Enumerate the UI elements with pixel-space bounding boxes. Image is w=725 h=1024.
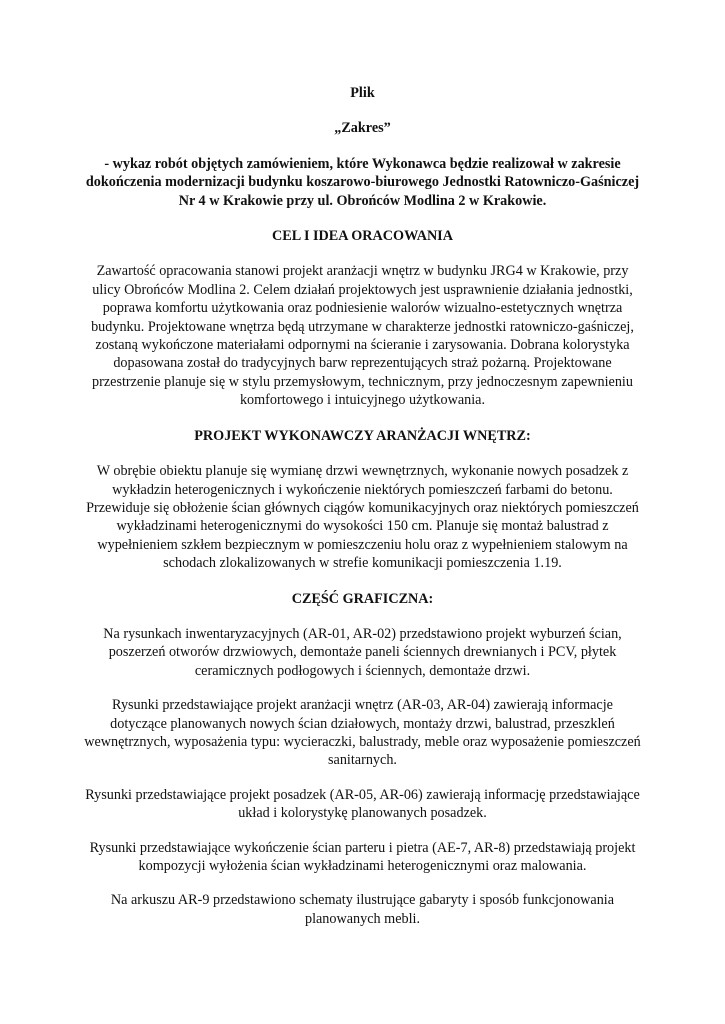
section-paragraph-projekt: W obrębie obiektu planuje się wymianę drzwi wewnętrznych, wykonanie nowych posadzek z wykładzin heterogenicznych i wykończenie niektórych pomieszczeń farbami do betonu. Przewiduje się obłożenie ścian głównych ciągów komunikacyjnych oraz niektórych pomieszczeń wykładzinami heterogenicznymi do wysokości 150 cm. Planuje się montaż balustrad z wypełnieniem szkłem bezpiecznym w pomieszczeniu holu oraz z wypełnieniem stalowym na schodach zlokalizowanych w strefie komunikacji pomieszczenia 1.19. — [86, 463, 639, 572]
graficzna-paragraph-meble: Na arkuszu AR-9 przedstawiono schematy ilustrujące gabaryty i sposób funkcjonowania planowanych mebli. — [110, 892, 615, 927]
section-paragraph-cel: Zawartość opracowania stanowi projekt aranżacji wnętrz w budynku JRG4 w Krakowie, przy ulicy Obrońców Modlina 2. Celem działań projektowych jest usprawnienie działania jednostki, poprawa komfortu użytkowania oraz podniesienie walorów wizualno-estetycznych wnętrza budynku. Projektowane wnętrza będą utrzymane w charakterze jednostki ratowniczo-gaśniczej, zostaną wykończone materiałami odpornymi na ścieranie i zarysowania. Dobrana kolorystyka dopasowana został do tradycyjnych barw reprezentujących straż pożarną. Projektowane przestrzenie planuje się w stylu przemysłowym, technicznym, przy jednoczesnym zapewnieniu komfortowego i intuicyjnego użytkowania. — [91, 263, 634, 409]
graficzna-paragraph-aranzacja: Rysunki przedstawiające projekt aranżacji wnętrz (AR-03, AR-04) zawierają informacje dotyczące planowanych nowych ścian działowych, montaży drzwi, balustrad, przeszkleń wewnętrznych, wyposażenia typu: wycieraczki, balustrady, meble oraz wyposażenie pomieszczeń sanitarnych. — [84, 697, 641, 769]
section-heading-cel: CEL I IDEA ORACOWANIA — [272, 228, 453, 245]
section-heading-projekt: PROJEKT WYKONAWCZY ARANŻACJI WNĘTRZ: — [194, 427, 531, 444]
graficzna-paragraph-sciany: Rysunki przedstawiające wykończenie ścian parteru i pietra (AE-7, AR-8) przedstawiają projekt kompozycji wyłożenia ścian wykładzinami heterogenicznymi oraz malowania. — [89, 839, 636, 874]
graficzna-paragraph-inwentaryzacja: Na rysunkach inwentaryzacyjnych (AR-01, AR-02) przedstawiono projekt wyburzeń ścian, poszerzeń otworów drzwiowych, demontaże paneli ściennych drewnianych i PCV, płytek ceramicznych podłogowych i ściennych, demontaże drzwi. — [103, 625, 622, 679]
document-subtitle: - wykaz robót objętych zamówieniem, które Wykonawca będzie realizował w zakresie dokończenia modernizacji budynku koszarowo-biurowego Jednostki Ratowniczo-Gaśniczej Nr 4 w Krakowie przy ul. Obrońców Modlina 2 w Krakowie. — [85, 155, 640, 209]
graficzna-paragraph-posadzki: Rysunki przedstawiające projekt posadzek (AR-05, AR-06) zawierają informację przedstawiające układ i kolorystykę planowanych posadzek. — [85, 786, 640, 822]
file-name: „Zakres” — [334, 120, 391, 137]
section-heading-graficzna: CZĘŚĆ GRAFICZNA: — [291, 590, 434, 607]
file-label: Plik — [350, 85, 375, 101]
